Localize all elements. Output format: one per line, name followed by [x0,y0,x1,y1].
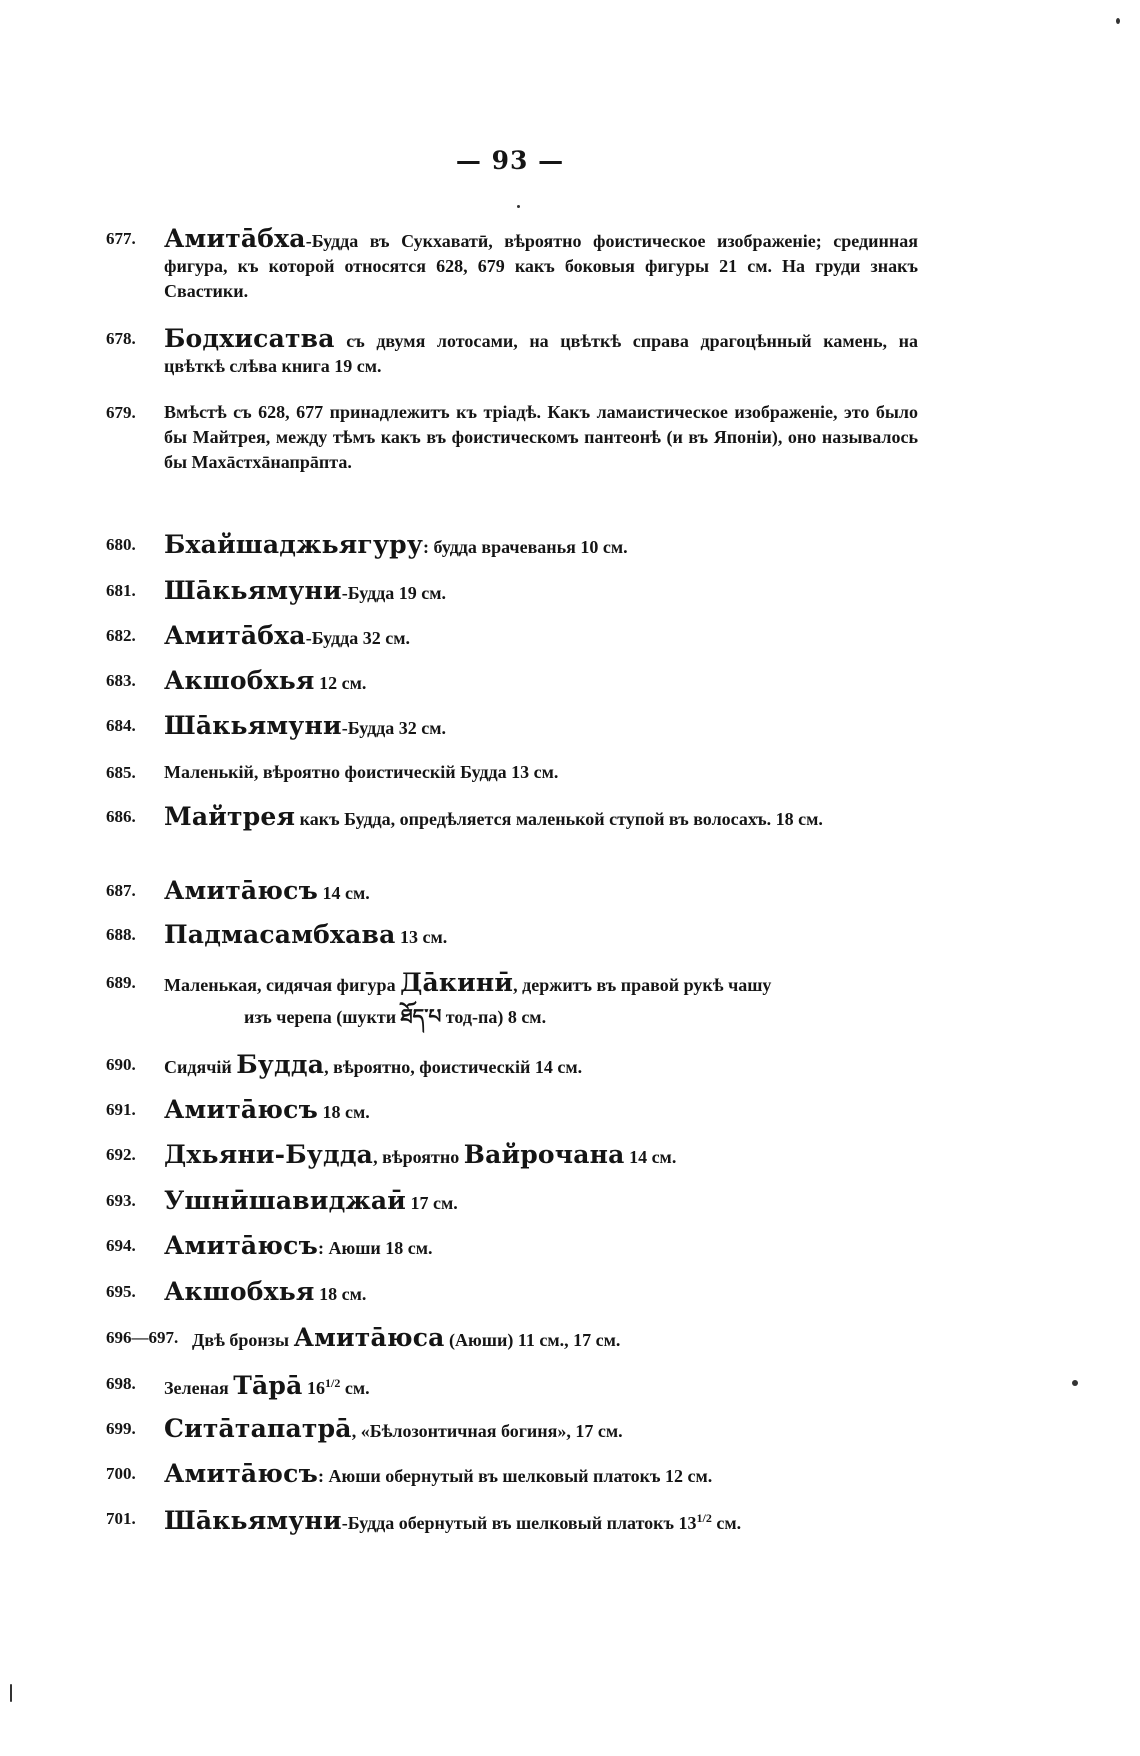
entry-number: 694. [106,1236,136,1255]
entry-number: 698. [106,1374,136,1393]
entry-701 [106,1506,918,1536]
entry-text: , держитъ въ правой рукѣ чашу [513,975,772,995]
entry-name: Амитāбха [164,224,306,253]
entry-name: Дāкинӣ [400,968,514,997]
entry-text: -Будда обернутый въ шелковый платокъ 13 [341,1513,697,1533]
entry-699 [106,1416,918,1444]
entry-name: Акшобхья [164,666,315,695]
scan-speck [10,1684,12,1702]
entry-679 [106,400,918,475]
entry-683 [106,668,918,696]
scan-speck [517,205,520,208]
entry-name: Амитāюсъ [164,1231,318,1260]
entry-696-697 [106,1325,918,1353]
entry-prefix: Маленькая, сидячая фигура [164,975,401,995]
entry-text: (Аюши) 11 см., 17 см. [444,1330,621,1350]
entry-681 [106,578,918,606]
entry-text-2: 14 см. [624,1147,677,1167]
entry-number: 682. [106,626,136,645]
entry-text: 12 см. [314,673,367,693]
scan-speck [1072,1380,1078,1386]
entry-text-part: изъ черепа (шукти [244,1007,401,1027]
entry-name: Ситāтапатрā [164,1414,352,1443]
entry-text: Маленькій, вѣроятно фоистическій Будда 13 см. [164,762,559,782]
entry-690 [106,1052,918,1080]
entry-name: Амитāбха [164,621,306,650]
entry-692 [106,1142,918,1170]
entry-text: 14 см. [317,883,370,903]
entry-text-2: см. [340,1378,370,1398]
entry-number: 683. [106,671,136,690]
entry-text: : будда врачеванья 10 см. [423,537,628,557]
entry-number: 690. [106,1055,136,1074]
entry-698 [106,1371,918,1401]
entry-688 [106,922,918,950]
entry-685 [106,760,918,785]
entry-number: 686. [106,807,136,826]
entry-text: съ двумя лотосами, на цвѣткѣ справа драгоцѣнный камень, на цвѣткѣ слѣва книга 19 см. [164,331,918,376]
entry-number: 695. [106,1282,136,1301]
entry-number: 685. [106,763,136,782]
entry-name: Ушнӣшавиджаӣ [164,1186,407,1215]
tibetan-word: ཐོད་པ [400,1004,442,1028]
entry-text: 18 см. [317,1102,370,1122]
entry-678 [106,326,918,379]
entry-text: : Аюши обернутый въ шелковый платокъ 12 см. [317,1466,713,1486]
entry-name: Будда [236,1050,325,1079]
entry-name: Амитāюсъ [164,876,318,905]
entry-700 [106,1461,918,1489]
entry-prefix: Двѣ бронзы [192,1330,294,1350]
entry-693 [106,1188,918,1216]
entry-number: 687. [106,881,136,900]
entry-text: какъ Будда, опредѣляется маленькой ступой въ волосахъ. 18 см. [295,809,823,829]
entry-number: 692. [106,1145,136,1164]
entry-name: Падмасамбхава [164,920,396,949]
entry-text: 13 см. [395,927,448,947]
entry-689 [106,970,918,1030]
fraction: 1/2 [696,1511,712,1525]
entry-number: 696—697. [106,1328,179,1347]
entry-prefix: Сидячій [164,1057,237,1077]
fraction: 1/2 [324,1376,341,1390]
entry-686 [106,804,918,832]
entry-name: Шāкьямуни [164,711,342,740]
entry-name: Амитāюсъ [164,1459,318,1488]
entry-name: Тāрā [233,1371,303,1400]
entry-text-2: см. [711,1513,742,1533]
entry-name: Амитāюса [293,1323,445,1352]
entry-684 [106,713,918,741]
entry-number: 693. [106,1191,136,1210]
scan-speck [1116,18,1120,24]
entry-text: -Будда 32 см. [341,718,447,738]
entry-687 [106,878,918,906]
entry-694 [106,1233,918,1261]
entry-680 [106,532,918,560]
entry-text: , вѣроятно, фоистическій 14 см. [324,1057,583,1077]
entry-text: , «Бѣлозонтичная богиня», 17 см. [351,1421,623,1441]
entry-number: 688. [106,925,136,944]
entry-text: 17 см. [406,1193,458,1213]
entry-name: Шāкьямуни [164,576,342,605]
entry-number: 678. [106,329,136,348]
entry-number: 679. [106,403,136,422]
entry-number: 700. [106,1464,136,1483]
entry-name: Акшобхья [164,1277,315,1306]
entry-number: 677. [106,229,136,248]
entry-text: -Будда 32 см. [305,628,410,648]
entry-text: : Аюши 18 см. [317,1238,433,1258]
entry-name: Бодхисатва [164,324,335,353]
entry-continuation [164,1004,918,1030]
entry-text: 16 [302,1378,325,1398]
entry-text: -Будда 19 см. [341,583,447,603]
entry-name: Бхайшаджьягуру [164,530,424,559]
entry-text: 18 см. [314,1284,367,1304]
entry-name: Амитāюсъ [164,1095,318,1124]
entry-name: Дхьяни-Будда [164,1140,374,1169]
page-number: — 93 — [455,146,565,175]
entry-number: 691. [106,1100,136,1119]
entry-number: 681. [106,581,136,600]
entry-number: 680. [106,535,136,554]
entry-text: Вмѣстѣ съ 628, 677 принадлежитъ къ тріадѣ. Какъ ламаистическое изображеніе, это было бы Майтрея, между тѣмъ какъ въ фоистическомъ пантеонѣ (и въ Японіи), оно называлось бы Махāстхāнапрāпта. [164,402,918,472]
entry-number: 699. [106,1419,136,1438]
entry-text: -Будда въ Сукхаватӣ, вѣроятно фоистическое изображеніе; срединная фигура, къ которой относятся 628, 679 какъ боковыя фигуры 21 см. На груди знакъ Свастики. [164,231,918,301]
entry-number: 684. [106,716,136,735]
entry-number: 701. [106,1509,136,1528]
entry-text: , вѣроятно [373,1147,464,1167]
entry-name: Майтрея [164,802,296,831]
entry-name: Шāкьямуни [164,1506,342,1535]
entry-682 [106,623,918,651]
entry-name-2: Вайрочана [463,1140,625,1169]
entry-number: 689. [106,973,136,992]
entry-text-part: тод-па) 8 см. [441,1007,547,1027]
entry-695 [106,1279,918,1307]
entry-prefix: Зеленая [164,1378,234,1398]
entry-691 [106,1097,918,1125]
entry-677 [106,226,918,304]
